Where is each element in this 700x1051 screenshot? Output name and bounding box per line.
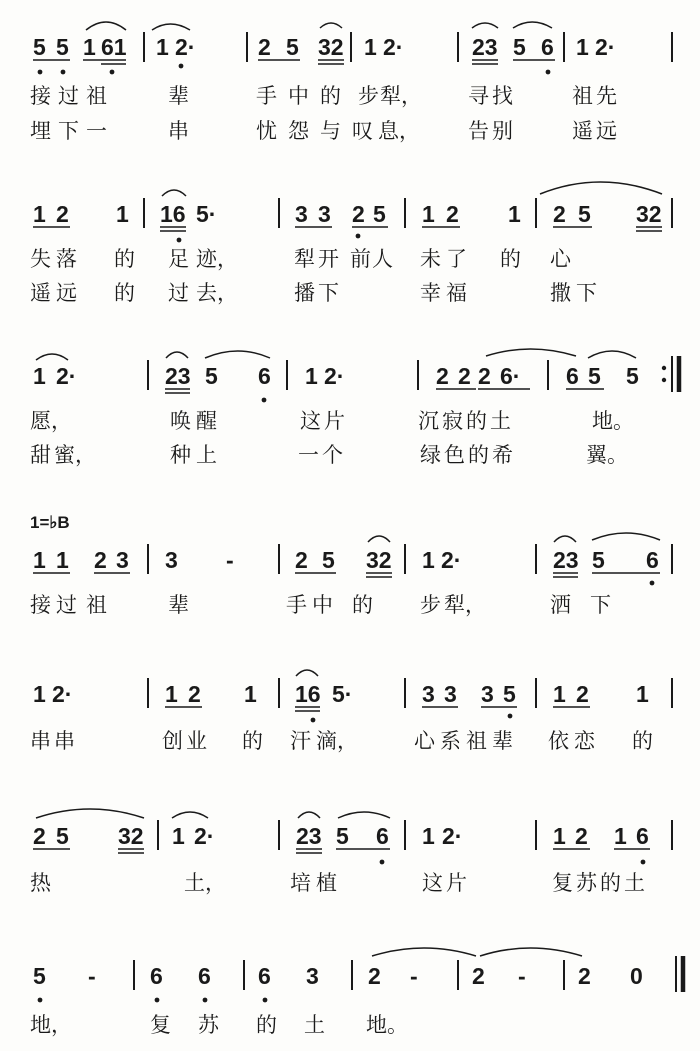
note: 2·: [194, 823, 215, 849]
note: 1: [508, 201, 521, 227]
lyric: 一: [298, 443, 319, 467]
note: 2: [553, 201, 566, 227]
lyric: 翼。: [586, 443, 628, 467]
note: 1: [364, 34, 377, 60]
note: 2·: [56, 363, 77, 389]
note: 23: [472, 34, 498, 60]
note: 2·: [175, 34, 196, 60]
lyric: 中: [288, 84, 309, 108]
lyric: 中: [312, 593, 333, 617]
lyric: 别: [492, 119, 513, 143]
system-6: [30, 809, 672, 896]
lyric: 心: [550, 247, 571, 271]
note: 2: [575, 823, 588, 849]
note: 2: [188, 681, 201, 707]
lyric: 了: [446, 247, 467, 271]
lyric: 的: [320, 84, 341, 108]
note: 3: [318, 201, 331, 227]
lyric: 落: [56, 247, 77, 271]
lyric: 失: [30, 247, 51, 271]
lyric: 祖: [86, 84, 107, 108]
note: 6: [646, 547, 659, 573]
note: 5: [322, 547, 335, 573]
note: 6: [541, 34, 554, 60]
lyric: 甜: [30, 443, 51, 467]
note: 2·: [441, 547, 462, 573]
lyric: 辈: [168, 593, 189, 617]
lyric: 地，: [30, 1013, 72, 1037]
lyric: 创: [162, 729, 183, 753]
note: 1: [553, 681, 566, 707]
lyric: 播: [294, 281, 315, 305]
lyric: 系: [440, 729, 461, 753]
lyric: 这: [422, 871, 443, 895]
lyric: 下: [58, 119, 79, 143]
note: 1: [636, 681, 649, 707]
note: 6: [198, 963, 211, 989]
lyric: 寻: [468, 84, 489, 108]
key-signature: 1=♭B: [30, 513, 70, 532]
lyric: 辈: [168, 84, 189, 108]
note: 1: [422, 201, 435, 227]
system-7: [30, 948, 683, 1038]
note: 23: [296, 823, 322, 849]
lyric: 培: [290, 871, 311, 895]
lyric: 的: [114, 247, 135, 271]
note: 16: [295, 681, 321, 707]
lyric: 前: [350, 247, 371, 271]
note: 1: [244, 681, 257, 707]
lyric: 的: [600, 871, 621, 895]
note: 0: [630, 963, 643, 989]
note: -: [226, 547, 234, 573]
note: 5: [205, 363, 218, 389]
note: 1: [172, 823, 185, 849]
note: 6: [258, 963, 271, 989]
note: 5·: [332, 681, 353, 707]
system-2: [30, 182, 672, 306]
lyric: 先: [596, 84, 617, 108]
lyric: 人: [372, 247, 393, 271]
lyric: 复: [552, 871, 573, 895]
note: 2: [56, 201, 69, 227]
lyric: 滴，: [316, 729, 358, 753]
lyric: 怨: [288, 119, 309, 143]
lyric: 寂: [442, 409, 463, 433]
lyric: 串: [168, 119, 189, 143]
note: 1: [56, 547, 69, 573]
lyric: 祖: [466, 729, 487, 753]
lyric: 遥: [572, 119, 593, 143]
note: 5: [592, 547, 605, 573]
note: 1: [156, 34, 169, 60]
system-3: [30, 349, 679, 468]
lyric: 洒: [550, 593, 571, 617]
note: 1: [33, 681, 46, 707]
lyric: 辈: [492, 729, 513, 753]
lyric: 地。: [366, 1013, 408, 1037]
note: -: [410, 963, 418, 989]
note: 2·: [52, 681, 73, 707]
lyric: 蜜，: [54, 443, 96, 467]
note: 2: [258, 34, 271, 60]
lyric: 的: [466, 409, 487, 433]
lyric: 远: [596, 119, 617, 143]
lyric: 遥: [30, 281, 51, 305]
lyric: 的: [632, 729, 653, 753]
lyric: 远: [56, 281, 77, 305]
note: 3: [444, 681, 457, 707]
note: 2: [352, 201, 365, 227]
note: 32: [118, 823, 144, 849]
lyric: 苏: [576, 871, 597, 895]
note: 2·: [595, 34, 616, 60]
note: 23: [165, 363, 191, 389]
note: 32: [318, 34, 344, 60]
note: 5: [56, 823, 69, 849]
lyric: 醒: [196, 409, 217, 433]
note: 1: [33, 201, 46, 227]
lyric: 业: [186, 729, 207, 753]
lyric: 去，: [196, 281, 238, 305]
lyric: 找: [492, 84, 513, 108]
note: 1: [576, 34, 589, 60]
lyric: 的: [256, 1013, 277, 1037]
lyric: 手: [256, 84, 277, 108]
lyric: 汗: [290, 729, 311, 753]
lyric: 忧: [256, 119, 277, 143]
lyric: 开: [318, 247, 339, 271]
lyric: 上: [196, 443, 217, 467]
note: 6: [258, 363, 271, 389]
lyric: 犁: [294, 247, 315, 271]
note: 5: [588, 363, 601, 389]
note: 1: [165, 681, 178, 707]
note: 2: [578, 963, 591, 989]
lyric: 过: [56, 593, 77, 617]
note: 5: [373, 201, 386, 227]
lyric: 犁，: [380, 84, 422, 108]
lyric: 手: [286, 593, 307, 617]
lyric: 下: [318, 281, 339, 305]
system-1: [30, 22, 672, 144]
lyric: 撒: [550, 281, 571, 305]
note: 2: [368, 963, 381, 989]
note: 2: [33, 823, 46, 849]
lyric: 福: [446, 281, 467, 305]
lyric: 犁，: [444, 593, 486, 617]
note: 32: [636, 201, 662, 227]
lyric: 植: [316, 871, 337, 895]
lyric: 过: [58, 84, 79, 108]
lyric: 个: [322, 443, 343, 467]
note: 2: [472, 963, 485, 989]
lyric: 的: [242, 729, 263, 753]
note: 5: [626, 363, 639, 389]
lyric: 步: [358, 84, 379, 108]
note: 1: [33, 363, 46, 389]
lyric: 土，: [184, 871, 226, 895]
lyric: 心: [414, 729, 435, 753]
lyric: 愿，: [30, 409, 72, 433]
note: 1: [83, 34, 96, 60]
note: 1: [422, 823, 435, 849]
note: 23: [553, 547, 579, 573]
lyric: 唤: [170, 409, 191, 433]
lyric: 苏: [198, 1013, 219, 1037]
note: 1: [33, 547, 46, 573]
note: -: [88, 963, 96, 989]
system-4: [30, 513, 672, 618]
lyric: 沉: [418, 409, 439, 433]
lyric: 的: [468, 443, 489, 467]
note: 3: [422, 681, 435, 707]
lyric: 过: [168, 281, 189, 305]
note: 6·: [500, 363, 521, 389]
lyric: 绿: [420, 443, 441, 467]
system-5: [30, 670, 672, 754]
note: 5: [33, 963, 46, 989]
lyric: 这: [300, 409, 321, 433]
lyric: 的: [114, 281, 135, 305]
lyric: 幸: [420, 281, 441, 305]
lyric: 足: [168, 247, 189, 271]
lyric: 依: [548, 729, 569, 753]
lyric: 热: [30, 871, 51, 895]
lyric: 下: [590, 593, 611, 617]
note: 3: [306, 963, 319, 989]
note: 5: [503, 681, 516, 707]
lyric: 叹: [352, 119, 373, 143]
note: 6: [566, 363, 579, 389]
note: 1: [116, 201, 129, 227]
lyric: 土: [624, 871, 645, 895]
note: 3: [165, 547, 178, 573]
lyric: 接: [30, 593, 51, 617]
note: 5: [286, 34, 299, 60]
note: 1: [614, 823, 627, 849]
lyric: 恋: [574, 729, 595, 753]
lyric: 迹，: [196, 247, 238, 271]
lyric: 串: [54, 729, 75, 753]
lyric: 告: [468, 119, 489, 143]
note: 16: [160, 201, 186, 227]
lyric: 片: [446, 871, 467, 895]
note: 5: [33, 34, 46, 60]
lyric: 接: [30, 84, 51, 108]
note: 5: [578, 201, 591, 227]
note: 5: [56, 34, 69, 60]
lyric: 未: [420, 247, 441, 271]
lyric: 祖: [572, 84, 593, 108]
lyric: 的: [352, 593, 373, 617]
lyric: 复: [150, 1013, 171, 1037]
note: 61: [101, 34, 127, 60]
note: 3: [295, 201, 308, 227]
note: 1: [305, 363, 318, 389]
note: 2·: [442, 823, 463, 849]
note: 2: [94, 547, 107, 573]
note: 2: [295, 547, 308, 573]
lyric: 土: [304, 1013, 325, 1037]
note: 2·: [324, 363, 345, 389]
note: 5·: [196, 201, 217, 227]
lyric: 步: [420, 593, 441, 617]
note: 1: [422, 547, 435, 573]
lyric: 片: [324, 409, 345, 433]
lyric: 土: [490, 409, 511, 433]
note: 32: [366, 547, 392, 573]
note: 3: [481, 681, 494, 707]
note: 5: [513, 34, 526, 60]
note: 1: [553, 823, 566, 849]
note: 5: [336, 823, 349, 849]
note: 2: [576, 681, 589, 707]
lyric: 的: [500, 247, 521, 271]
note: 2·: [383, 34, 404, 60]
note: 6: [636, 823, 649, 849]
note: 3: [116, 547, 129, 573]
lyric: 埋: [30, 119, 51, 143]
lyric: 下: [576, 281, 597, 305]
lyric: 色: [444, 443, 465, 467]
lyric: 一: [86, 119, 107, 143]
lyric: 息，: [378, 119, 420, 143]
lyric: 与: [320, 119, 341, 143]
lyric: 希: [492, 443, 513, 467]
lyric: 祖: [86, 593, 107, 617]
note: 2: [478, 363, 491, 389]
note: 2: [436, 363, 449, 389]
note: 2: [458, 363, 471, 389]
note: 6: [150, 963, 163, 989]
note: 6: [376, 823, 389, 849]
note: -: [518, 963, 526, 989]
lyric: 串: [30, 729, 51, 753]
lyric: 地。: [592, 409, 634, 433]
lyric: 种: [170, 443, 191, 467]
note: 2: [446, 201, 459, 227]
